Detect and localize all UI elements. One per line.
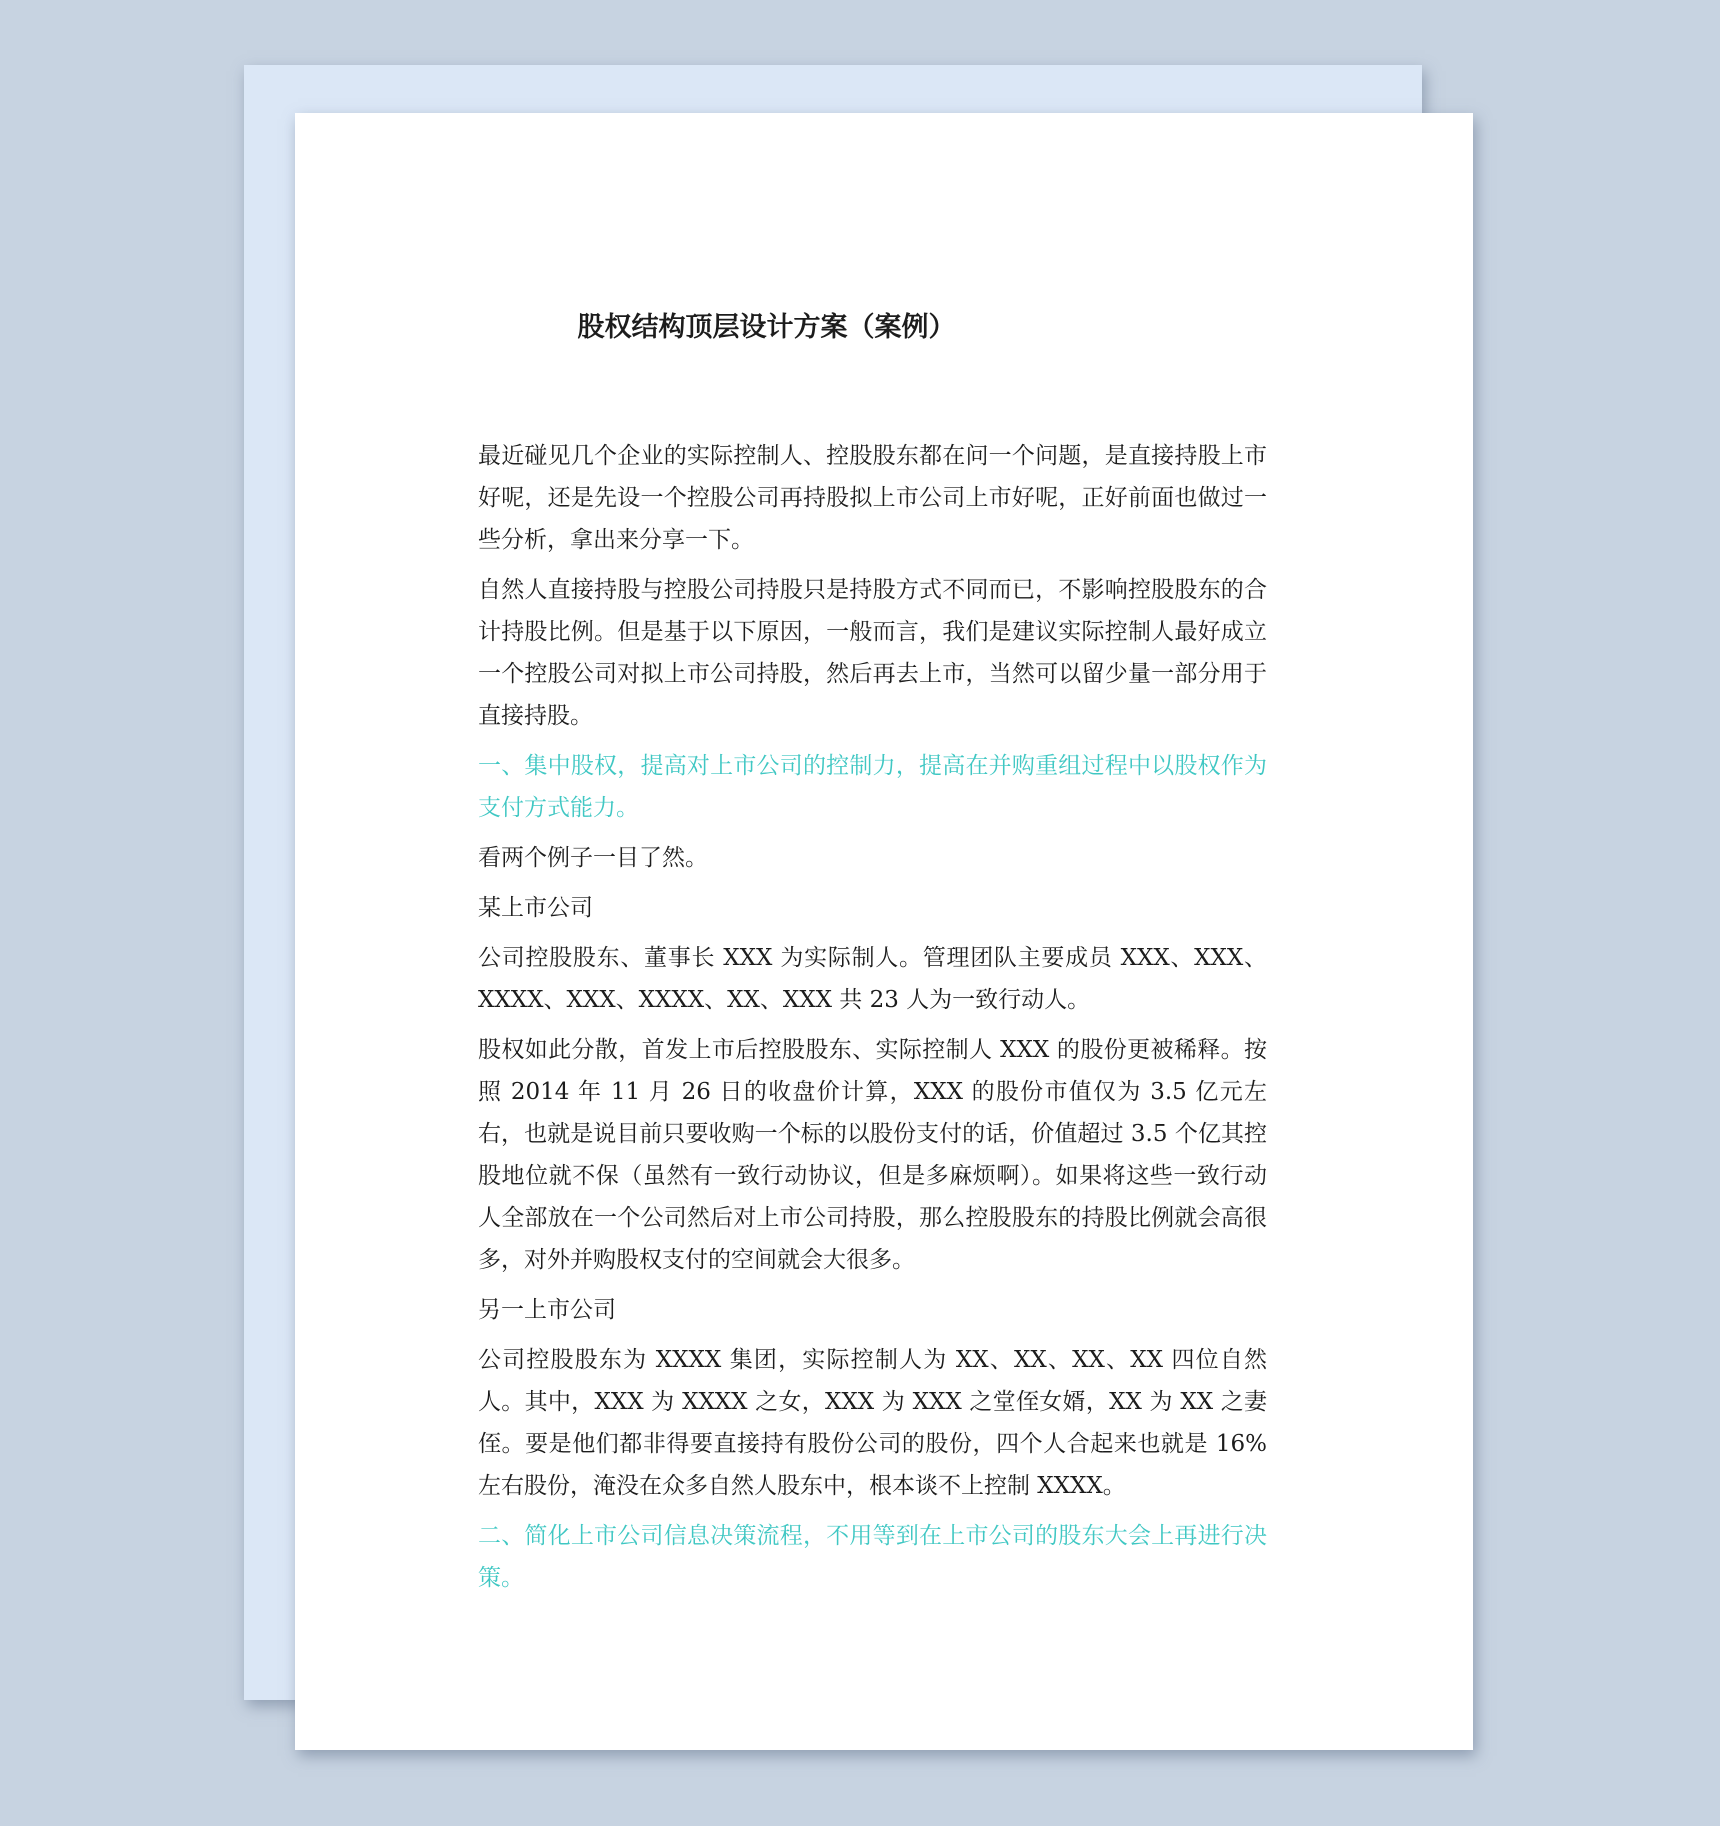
section-heading-2: 二、简化上市公司信息决策流程，不用等到在上市公司的股东大会上再进行决策。 — [478, 1523, 1267, 1591]
subheading-company-a: 某上市公司 — [478, 895, 593, 921]
subheading-company-b: 另一上市公司 — [478, 1297, 616, 1323]
paragraph-examples-lead: 看两个例子一目了然。 — [478, 845, 708, 871]
paragraph-recommendation: 自然人直接持股与控股公司持股只是持股方式不同而已，不影响控股股东的合计持股比例。但是基于以下原因，一般而言，我们是建议实际控制人最好成立一个控股公司对拟上市公司持股，然后再去上市，当然可以留少量一部分用于直接持股。 — [478, 577, 1267, 729]
paragraph-company-a-analysis: 股权如此分散，首发上市后控股股东、实际控制人 XXX 的股份更被稀释。按照 2014 年 11 月 26 日的收盘价计算，XXX 的股份市值仅为 3.5 亿元左右，也就是说目前只要收购一个标的以股份支付的话，价值超过 3.5 个亿其控股地位就不保（虽然有一致行动协议，但是多麻烦啊）。如果将这些一致行动人全部放在一个公司然后对上市公司持股，那么控股股东的持股比例就会高很多，对外并购股权支付的空间就会大很多。 — [478, 1037, 1267, 1273]
paragraph-intro: 最近碰见几个企业的实际控制人、控股股东都在问一个问题，是直接持股上市好呢，还是先设一个控股公司再持股拟上市公司上市好呢，正好前面也做过一些分析，拿出来分享一下。 — [478, 443, 1267, 553]
document-title: 股权结构顶层设计方案（案例） — [577, 312, 956, 343]
paragraph-company-a-shareholders: 公司控股股东、董事长 XXX 为实际制人。管理团队主要成员 XXX、XXX、XXXX、XXX、XXXX、XX、XXX 共 23 人为一致行动人。 — [478, 945, 1267, 1013]
paragraph-company-b-analysis: 公司控股股东为 XXXX 集团，实际控制人为 XX、XX、XX、XX 四位自然人。其中，XXX 为 XXXX 之女，XXX 为 XXX 之堂侄女婿，XX 为 XX 之妻侄。要是他们都非得要直接持有股份公司的股份，四个人合起来也就是 16%左右股份，淹没在众多自然人股东中，根本谈不上控制 XXXX。 — [478, 1347, 1267, 1499]
document-page — [295, 113, 1473, 1750]
document-body — [478, 435, 1267, 1599]
section-heading-1: 一、集中股权，提高对上市公司的控制力，提高在并购重组过程中以股权作为支付方式能力。 — [478, 753, 1267, 821]
